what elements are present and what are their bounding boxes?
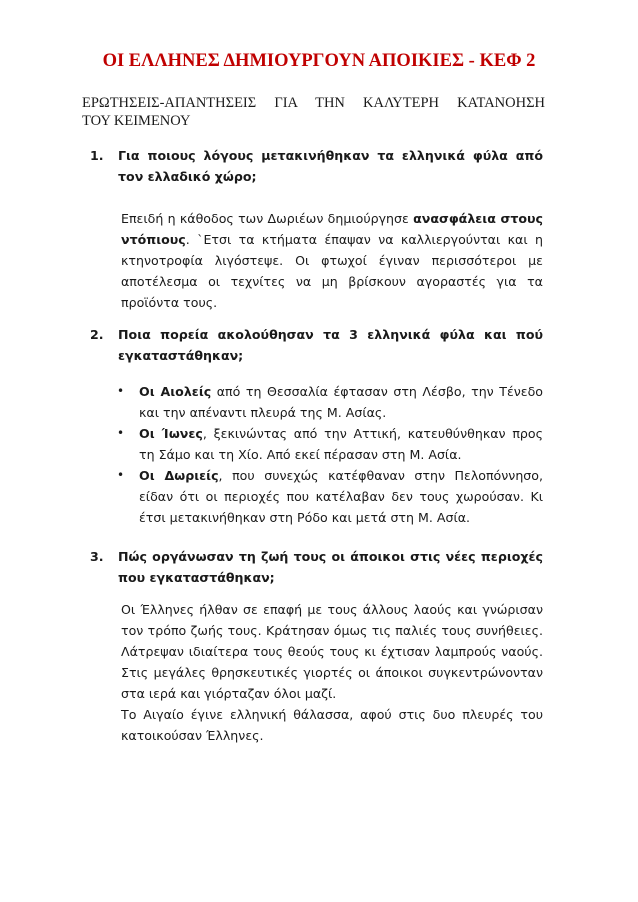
list-item-text: , που συνεχώς κατέφθαναν στην Πελοπόννησο, είδαν ότι οι περιοχές που κατέλαβαν δεν τους χωρούσαν. Κι έτσι μετακινήθηκαν στη Ρόδο και μετά στη Μ. Ασία. bbox=[139, 468, 544, 525]
list-item-subject: Οι Ίωνες bbox=[139, 426, 203, 441]
document-subtitle bbox=[82, 94, 545, 130]
bullet-icon: • bbox=[117, 426, 125, 440]
question-text: Πώς οργάνωσαν τη ζωή τους οι άποικοι στις νέες περιοχές που εγκαταστάθηκαν; bbox=[118, 549, 543, 585]
bullet-icon: • bbox=[117, 384, 125, 398]
answer-text: . `Ετσι τα κτήματα έπαψαν να καλλιεργούνται και η κτηνοτροφία λιγόστεψε. Οι φτωχοί έγιναν περισσότεροι με αποτέλεσμα οι τεχνίτες να μη βρίσκουν αγοραστές για τα προϊόντα τους. bbox=[121, 232, 543, 310]
question-3 bbox=[90, 546, 543, 588]
question-1 bbox=[90, 145, 543, 187]
answer-paragraph bbox=[121, 208, 543, 313]
document-title: ΟΙ ΕΛΛΗΝΕΣ ΔΗΜΙΟΥΡΓΟΥΝ ΑΠΟΙΚΙΕΣ - ΚΕΦ 2 bbox=[102, 51, 536, 71]
answer-2-list bbox=[117, 381, 543, 528]
list-item-text: , ξεκινώντας από την Αττική, κατευθύνθηκαν προς τη Σάμο και τη Χίο. Από εκεί πέρασαν στη Μ. Ασία. bbox=[139, 426, 544, 462]
list-item bbox=[117, 423, 543, 465]
answer-paragraph: Το Αιγαίο έγινε ελληνική θάλασσα, αφού στις δυο πλευρές του κατοικούσαν Έλληνες. bbox=[121, 707, 543, 743]
list-item bbox=[117, 381, 543, 423]
list-item bbox=[117, 465, 543, 528]
answer-paragraph: Οι Έλληνες ήλθαν σε επαφή με τους άλλους λαούς και γνώρισαν τον τρόπο ζωής τους. Κράτησαν όμως τις παλιές τους συνήθειες. Λάτρεψαν ιδιαίτερα τους θεούς τους κι έχτισαν λαμπρούς ναούς. Στις μεγάλες θρησκευτικές γιορτές οι άποικοι συγκεντρώνονταν στα ιερά και γιόρταζαν όλοι μαζί. bbox=[121, 602, 543, 701]
subtitle-line-2: ΤΟΥ ΚΕΙΜΕΝΟΥ bbox=[82, 113, 191, 129]
answer-3 bbox=[121, 599, 543, 746]
list-item-subject: Οι Αιολείς bbox=[139, 384, 212, 399]
answer-highlight: ανασφάλεια στους ντόπιους bbox=[121, 211, 543, 247]
question-2 bbox=[90, 324, 543, 366]
answer-1 bbox=[121, 208, 543, 313]
question-text: Για ποιους λόγους μετακινήθηκαν τα ελληνικά φύλα από τον ελλαδικό χώρο; bbox=[118, 148, 543, 184]
question-number: 1. bbox=[90, 148, 104, 163]
question-number: 3. bbox=[90, 549, 104, 564]
bullet-icon: • bbox=[117, 468, 125, 482]
answer-text: Επειδή η κάθοδος των Δωριέων δημιούργησε bbox=[121, 211, 414, 226]
list-item-subject: Οι Δωριείς bbox=[139, 468, 219, 483]
list-item-text: από τη Θεσσαλία έφτασαν στη Λέσβο, την Τένεδο και την απέναντι πλευρά της Μ. Ασίας. bbox=[139, 384, 544, 420]
question-text: Ποια πορεία ακολούθησαν τα 3 ελληνικά φύλα και πού εγκαταστάθηκαν; bbox=[118, 327, 543, 363]
question-number: 2. bbox=[90, 327, 104, 342]
subtitle-line-1: ΕΡΩΤΗΣΕΙΣ-ΑΠΑΝΤΗΣΕΙΣ ΓΙΑ ΤΗΝ ΚΑΛΥΤΕΡΗ ΚΑΤΑΝΟΗΣΗ bbox=[82, 95, 545, 111]
